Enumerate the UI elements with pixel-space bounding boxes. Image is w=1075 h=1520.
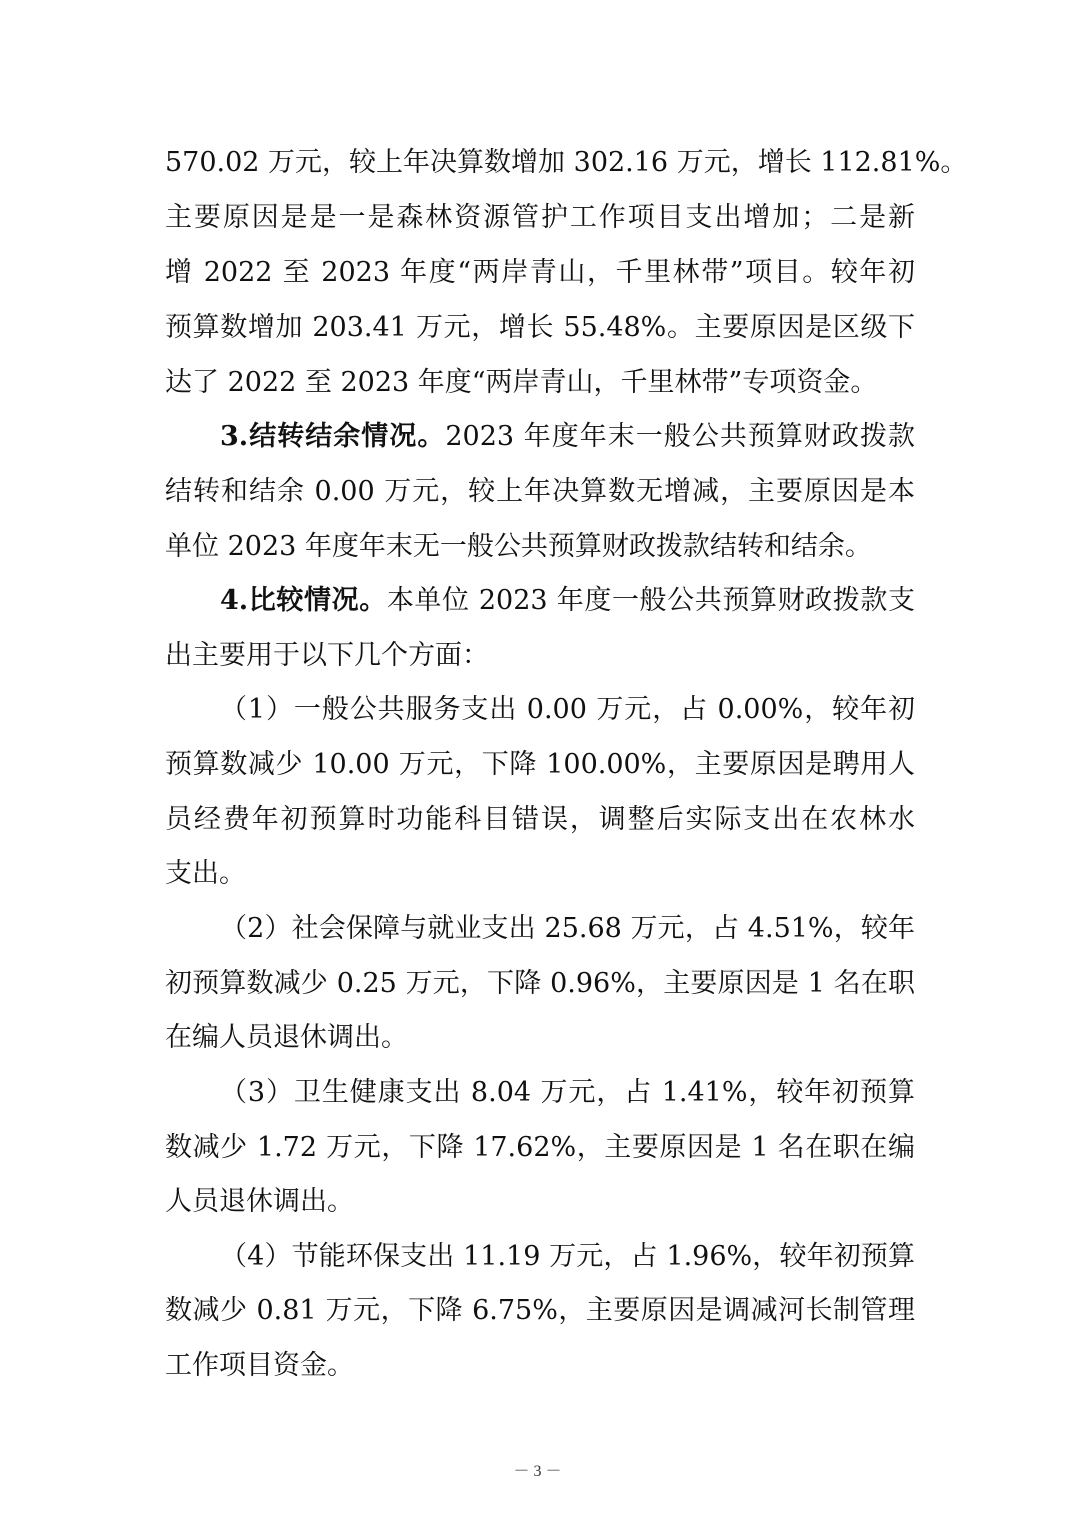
- text-line: 570.02 万元，较上年决算数增加 302.16 万元，增长 112.81%。: [165, 147, 968, 178]
- text-span: 本单位 2023 年度一般公共预算财政拨款支: [386, 585, 915, 616]
- text-line: 数减少 0.81 万元，下降 6.75%，主要原因是调减河长制管理: [165, 1295, 915, 1326]
- list-item-line: （4）节能环保支出 11.19 万元，占 1.96%，较年初预算: [220, 1241, 915, 1272]
- text-line: 达了 2022 至 2023 年度“两岸青山，千里林带”专项资金。: [165, 367, 878, 398]
- section-line: [220, 581, 915, 621]
- list-item-line: （2）社会保障与就业支出 25.68 万元，占 4.51%，较年: [220, 913, 915, 944]
- text-line: 出主要用于以下几个方面：: [165, 640, 489, 671]
- text-line: 员经费年初预算时功能科目错误，调整后实际支出在农林水: [165, 804, 915, 835]
- text-line: 初预算数减少 0.25 万元，下降 0.96%，主要原因是 1 名在职: [165, 968, 915, 999]
- text-line: 结转和结余 0.00 万元，较上年决算数无增减，主要原因是本: [165, 476, 915, 507]
- text-line: 支出。: [165, 858, 246, 889]
- text-line: 人员退休调出。: [165, 1186, 354, 1217]
- text-line: 预算数增加 203.41 万元，增长 55.48%。主要原因是区级下: [165, 312, 915, 343]
- text-line: 数减少 1.72 万元，下降 17.62%，主要原因是 1 名在职在编: [165, 1132, 915, 1163]
- text-line: 预算数减少 10.00 万元，下降 100.00%，主要原因是聘用人: [165, 749, 915, 780]
- text-line: 主要原因是是一是森林资源管护工作项目支出增加；二是新: [165, 202, 915, 233]
- text-line: 单位 2023 年度年末无一般公共预算财政拨款结转和结余。: [165, 531, 872, 562]
- section-heading: 3.结转结余情况。: [220, 421, 446, 452]
- page-number: － 3 －: [513, 1463, 562, 1480]
- text-line: 增 2022 至 2023 年度“两岸青山，千里林带”项目。较年初: [165, 257, 915, 288]
- text-line: 工作项目资金。: [165, 1350, 354, 1381]
- section-heading: 4.比较情况。: [220, 585, 387, 616]
- list-item-line: （3）卫生健康支出 8.04 万元，占 1.41%，较年初预算: [220, 1077, 915, 1108]
- section-line: [220, 417, 915, 457]
- text-line: 在编人员退休调出。: [165, 1022, 408, 1053]
- list-item-line: （1）一般公共服务支出 0.00 万元，占 0.00%，较年初: [220, 694, 915, 725]
- text-span: 2023 年度年末一般公共预算财政拨款: [445, 421, 915, 452]
